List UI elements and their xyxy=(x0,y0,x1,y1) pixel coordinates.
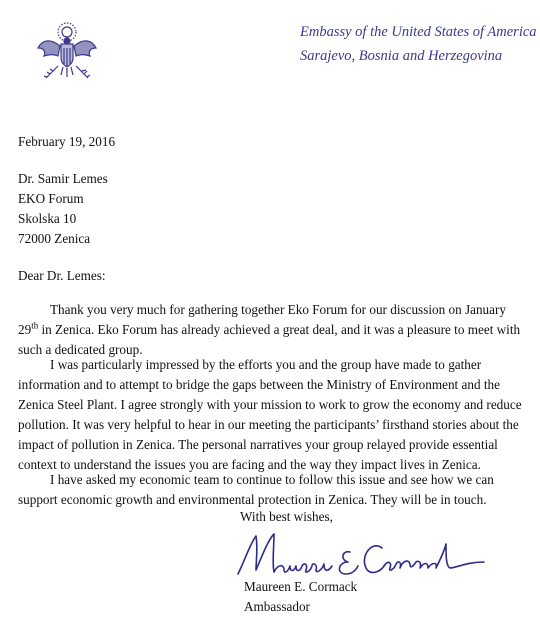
recipient-city: 72000 Zenica xyxy=(18,231,91,246)
paragraph-2-line: information and to attempt to bridge the gaps between the Ministry of Environment and the xyxy=(18,377,500,392)
paragraph-2-line: Zenica Steel Plant. I agree strongly with your mission to work to grow the economy and reduce xyxy=(18,397,522,412)
paragraph-1-line: such a dedicated group. xyxy=(18,342,143,357)
embassy-seal-icon xyxy=(36,20,98,82)
recipient-name: Dr. Samir Lemes xyxy=(18,171,108,186)
ordinal-suffix: th xyxy=(31,320,39,331)
letter-date: February 19, 2016 xyxy=(18,134,116,149)
paragraph-1-line: Thank you very much for gathering together Eko Forum for our discussion on January xyxy=(50,302,506,317)
handwritten-signature xyxy=(232,522,492,582)
paragraph-2-line: I was particularly impressed by the efforts you and the group have made to gather xyxy=(50,357,482,372)
paragraph-2 xyxy=(18,355,524,475)
letterhead xyxy=(300,20,537,68)
paragraph-2-line: impact of pollution in Zenica. The personal narratives your group relayed provide essential xyxy=(18,437,498,452)
paragraph-3-line: support economic growth and environmental protection in Zenica. They will be in touch. xyxy=(18,492,487,507)
recipient-street: Skolska 10 xyxy=(18,211,77,226)
embassy-location: Sarajevo, Bosnia and Herzegovina xyxy=(300,48,503,64)
recipient-organization: EKO Forum xyxy=(18,191,84,206)
paragraph-1-line xyxy=(18,320,524,340)
date-day: 29 xyxy=(18,322,32,337)
signatory-name: Maureen E. Cormack xyxy=(244,579,358,594)
salutation: Dear Dr. Lemes: xyxy=(18,268,106,283)
paragraph-3 xyxy=(18,470,524,510)
paragraph-1-line-rest: in Zenica. Eko Forum has already achieved a great deal, and it was a pleasure to meet with xyxy=(38,322,521,337)
paragraph-2-line: context to understand the issues you are facing and the way they impact lives in Zenica. xyxy=(18,457,481,472)
paragraph-2-line: pollution. It was very helpful to hear in our meeting the participants’ firsthand stories about the xyxy=(18,417,519,432)
embassy-name: Embassy of the United States of America xyxy=(300,24,537,40)
closing: With best wishes, xyxy=(240,509,333,524)
paragraph-1 xyxy=(18,300,524,360)
signatory-title: Ambassador xyxy=(244,599,310,614)
signature-block xyxy=(244,577,357,617)
paragraph-3-line: I have asked my economic team to continue to follow this issue and see how we can xyxy=(50,472,494,487)
